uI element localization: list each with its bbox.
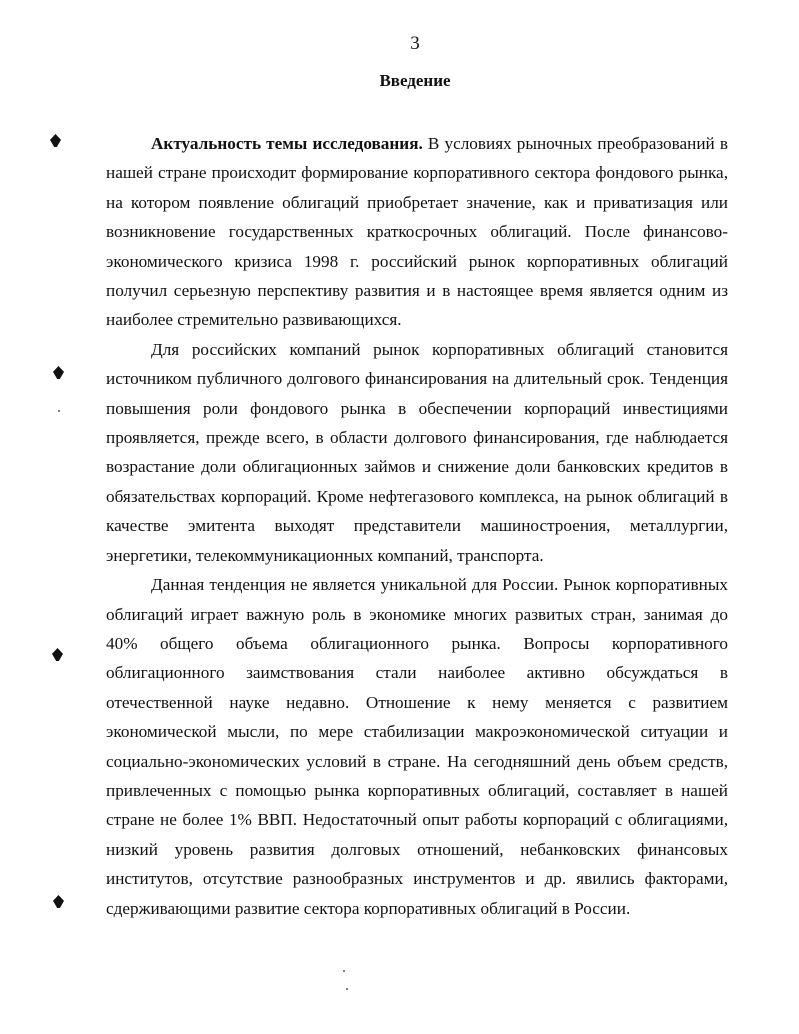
paragraph-relevance [106, 129, 728, 335]
paragraph-text: В условиях рыночных преобразований в нашей стране происходит формирование корпоративного сектора фондового рынка, на котором появление облигаций приобретает значение, как и приватизация или возникновение государственных краткосрочных облигаций. После финансово-экономического кризиса 1998 г. российский рынок корпоративных облигаций получил серьезную перспективу развития и в настоящее время является одним из наиболее стремительно развивающихся. [106, 134, 728, 330]
body-text [106, 129, 728, 923]
paragraph-lead: Актуальность темы исследования. [151, 134, 423, 153]
section-heading: Введение [379, 71, 451, 90]
scan-speck [58, 410, 60, 412]
margin-mark-icon [53, 895, 64, 908]
margin-mark-icon [50, 134, 61, 147]
margin-mark-icon [53, 366, 64, 379]
margin-mark-icon [52, 648, 63, 661]
scan-speck [343, 970, 345, 972]
paragraph-trend: Данная тенденция не является уникальной для России. Рынок корпоративных облигаций играет важную роль в экономике многих развитых стран, занимая до 40% общего объема облигационного рынка. Вопросы корпоративного облигационного заимствования стали наиболее активно обсуждаться в отечественной науке недавно. Отношение к нему меняется с развитием экономической мысли, по мере стабилизации макроэкономической ситуации и социально-экономических условий в стране. На сегодняшний день объем средств, привлеченных с помощью рынка корпоративных облигаций, составляет в нашей стране не более 1% ВВП. Недостаточный опыт работы корпораций с облигациями, низкий уровень развития долговых отношений, небанковских финансовых институтов, отсутствие разнообразных инструментов и др. явились факторами, сдерживающими развитие сектора корпоративных облигаций в России. [106, 575, 728, 918]
paragraph-russian-companies: Для российских компаний рынок корпоративных облигаций становится источником публичного долгового финансирования на длительный срок. Тенденция повышения роли фондового рынка в обеспечении корпораций инвестициями проявляется, прежде всего, в области долгового финансирования, где наблюдается возрастание доли облигационных займов и снижение доли банковских кредитов в обязательствах корпораций. Кроме нефтегазового комплекса, на рынок облигаций в качестве эмитента выходят представители машиностроения, металлургии, энергетики, телекоммуникационных компаний, транспорта. [106, 339, 728, 565]
scan-speck [346, 988, 348, 990]
page-number: 3 [410, 33, 420, 54]
